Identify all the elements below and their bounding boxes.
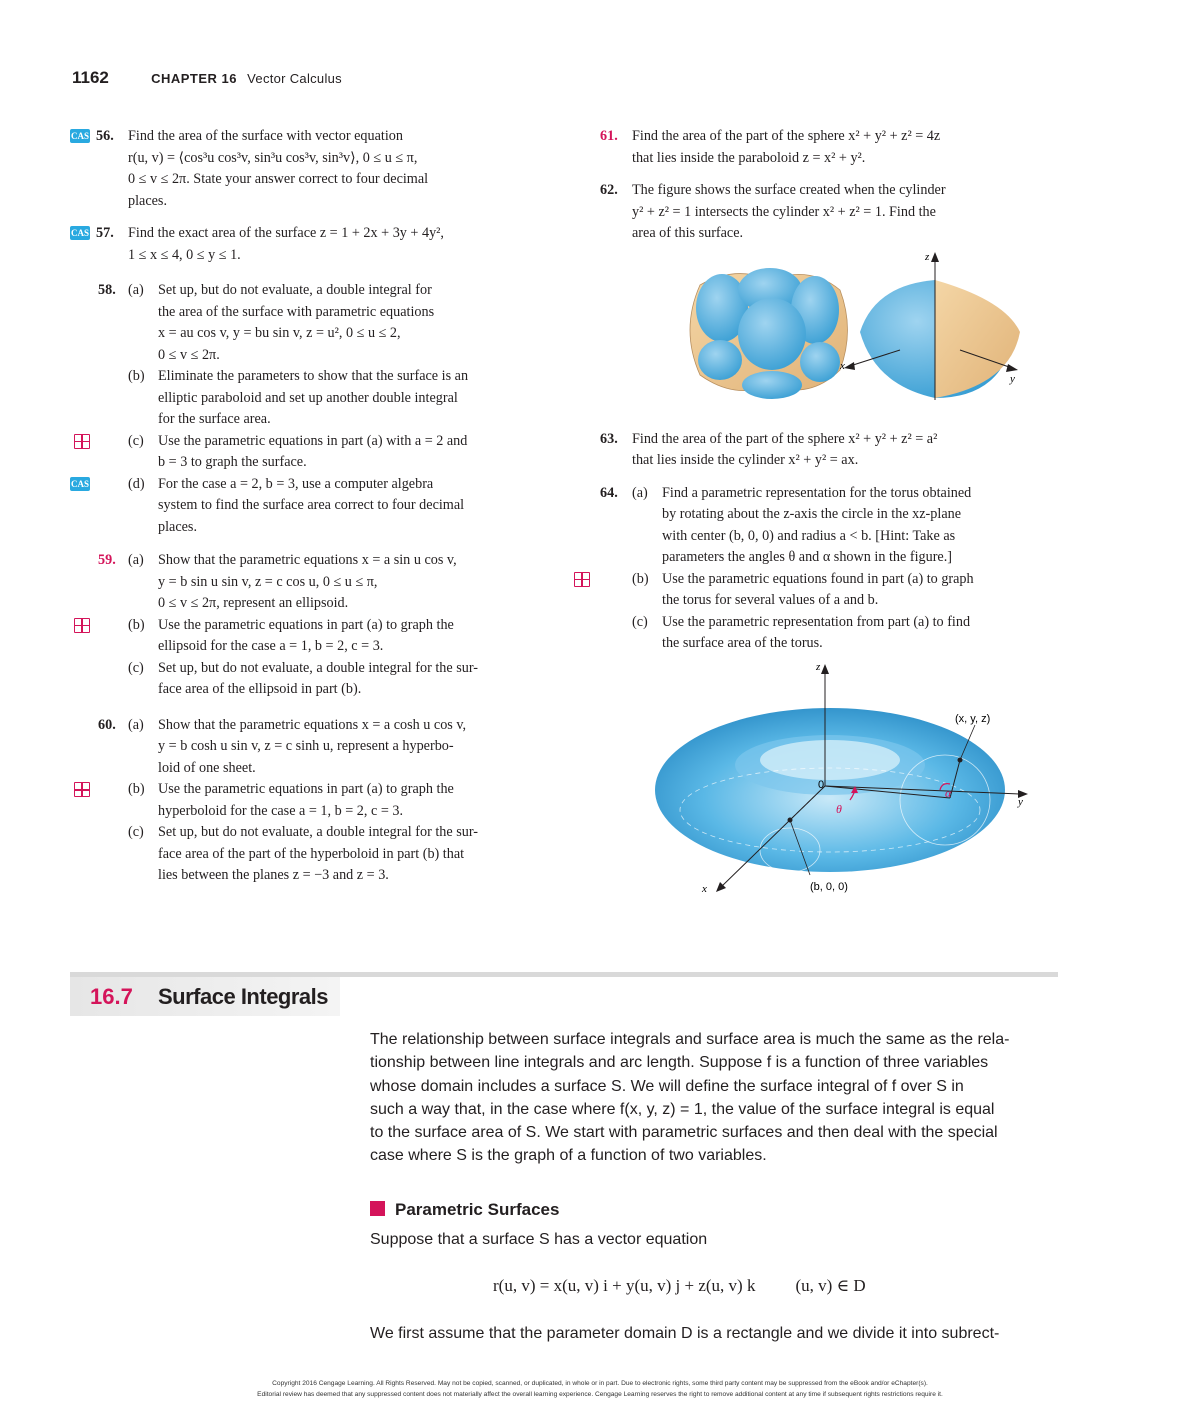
exercise-61 — [580, 126, 1060, 169]
exercise-line: the torus for several values of a and b. — [662, 592, 879, 608]
exercise-number: 64. — [600, 484, 618, 501]
exercise-line: y = b sin u sin v, z = c cos u, 0 ≤ u ≤ π, — [158, 573, 378, 590]
exercise-part — [580, 569, 1060, 612]
exercise-line: places. — [158, 518, 197, 535]
axis-label-z: z — [925, 251, 930, 263]
body-line: case where S is the graph of a function of two variables. — [370, 1147, 767, 1165]
axis-label-x: x — [840, 360, 845, 372]
exercise-line: Show that the parametric equations x = a cosh u cos v, — [158, 716, 467, 733]
exercise-line: places. — [128, 192, 167, 209]
cas-icon: CAS — [70, 478, 89, 489]
exercise-line: Find a parametric representation for the torus obtained — [662, 484, 972, 501]
exercise-line: Use the parametric equations in part (a) to graph the — [158, 781, 454, 797]
axis-label-x: x — [702, 883, 707, 895]
exercise-part — [70, 615, 560, 658]
exercise-line: loid of one sheet. — [158, 759, 256, 776]
exercise-number: 63. — [600, 430, 618, 447]
exercise-line: Use the parametric equations in part (a) with a = 2 and — [158, 432, 468, 449]
vector-equation — [493, 1276, 866, 1296]
point-label: (x, y, z) — [955, 713, 991, 725]
exercise-line: Use the parametric representation from part (a) to find — [662, 613, 971, 630]
exercise-line: 0 ≤ v ≤ 2π. — [158, 346, 220, 363]
subheading-marker-icon — [370, 1201, 385, 1216]
axis-label-y: y — [1018, 796, 1023, 808]
exercise-line: the surface area of the torus. — [662, 635, 823, 651]
exercise-line: that lies inside the paraboloid z = x² + y². — [632, 149, 866, 166]
page-number: 1162 — [72, 68, 109, 87]
exercise-56 — [70, 126, 560, 212]
graphing-calculator-icon — [574, 572, 590, 587]
exercise-line: for the surface area. — [158, 411, 271, 427]
exercise-line: Show that the parametric equations x = a sin u cos v, — [158, 552, 457, 568]
exercise-number: 58. — [98, 282, 116, 298]
exercise-line: Set up, but do not evaluate, a double integral for the sur- — [158, 659, 479, 676]
cross-cylinder-surface-axis-view — [844, 252, 1020, 400]
part-label: (b) — [128, 616, 145, 633]
exercise-59 — [70, 550, 560, 701]
left-column — [70, 126, 560, 898]
exercise-number: 57. — [96, 225, 114, 241]
subheading — [370, 1200, 559, 1220]
exercise-line: area of this surface. — [632, 225, 744, 241]
exercise-part — [70, 550, 560, 615]
part-label: (c) — [128, 659, 144, 676]
section-title: Surface Integrals — [158, 984, 329, 1009]
exercise-line: face area of the part of the hyperboloid in part (b) that — [158, 845, 465, 862]
part-label: (c) — [128, 432, 144, 449]
exercise-line: For the case a = 2, b = 3, use a computer algebra — [158, 475, 434, 492]
body-line: to the surface area of S. We start with parametric surfaces and then deal with the special — [370, 1124, 998, 1142]
exercise-line: Find the area of the surface with vector equation — [128, 128, 403, 144]
page-header — [72, 68, 342, 88]
figure-64-torus — [650, 660, 1050, 900]
exercise-line: ellipsoid for the case a = 1, b = 2, c = 3. — [158, 638, 384, 654]
first-assume-line: We first assume that the parameter domain D is a rectangle and we divide it into subrect- — [370, 1325, 1000, 1342]
exercise-line: Find the area of the part of the sphere x² + y² + z² = 4z — [632, 128, 941, 144]
exercise-line: by rotating about the z-axis the circle in the xz-plane — [662, 506, 962, 522]
part-label: (a) — [128, 282, 144, 298]
part-label: (c) — [128, 824, 144, 840]
part-label: (d) — [128, 475, 145, 492]
exercise-line: face area of the ellipsoid in part (b). — [158, 681, 362, 697]
body-line: whose domain includes a surface S. We will define the surface integral of f over S in — [370, 1077, 964, 1095]
exercise-part — [70, 366, 560, 431]
center-label: (b, 0, 0) — [810, 881, 848, 893]
suppose-line: Suppose that a surface S has a vector equation — [370, 1231, 708, 1248]
exercise-line: Find the exact area of the surface z = 1 + 2x + 3y + 4y², — [128, 225, 444, 241]
equation-body: r(u, v) = x(u, v) i + y(u, v) j + z(u, v) k — [493, 1276, 756, 1295]
exercise-line: with center (b, 0, 0) and radius a < b. [Hint: Take as — [662, 527, 956, 544]
exercise-line: Set up, but do not evaluate, a double integral for — [158, 282, 432, 298]
part-label: (a) — [632, 484, 648, 501]
part-label: (a) — [128, 552, 144, 568]
axis-label-y: y — [1010, 373, 1015, 385]
exercise-line: Find the area of the part of the sphere x² + y² + z² = a² — [632, 430, 938, 447]
exercise-part — [70, 658, 560, 701]
exercise-part — [70, 822, 560, 887]
copyright-line: Copyright 2016 Cengage Learning. All Rights Reserved. May not be copied, scanned, or duplicated, in whole or in part. Due to electronic rights, some third party content may be suppressed from the eBook and/or eChapter(s). — [272, 1380, 928, 1387]
exercise-line: parameters the angles θ and α shown in the figure.] — [662, 549, 953, 565]
exercise-line: Eliminate the parameters to show that the surface is an — [158, 368, 469, 384]
exercise-line: x = au cos v, y = bu sin v, z = u², 0 ≤ u ≤ 2, — [158, 325, 401, 341]
exercise-62 — [580, 180, 1060, 245]
chapter-label: CHAPTER 16 — [151, 71, 237, 86]
exercise-64 — [580, 483, 1060, 655]
cross-cylinder-surface-front-view — [690, 268, 848, 399]
equation-domain: (u, v) ∈ D — [795, 1276, 866, 1295]
exercise-part — [70, 779, 560, 822]
exercise-number: 56. — [96, 128, 114, 144]
origin-label: 0 — [818, 779, 825, 791]
exercise-number: 60. — [98, 716, 116, 733]
exercise-line: b = 3 to graph the surface. — [158, 454, 307, 470]
exercise-line: the area of the surface with parametric equations — [158, 303, 435, 320]
cas-icon: CAS — [70, 131, 89, 141]
part-label: (a) — [128, 716, 144, 733]
exercise-part — [580, 483, 1060, 569]
section-number: 16.7 — [90, 984, 133, 1009]
subheading-text: Parametric Surfaces — [395, 1200, 560, 1219]
alpha-label: α — [945, 786, 952, 800]
body-line: such a way that, in the case where f(x, y, z) = 1, the value of the surface integral is equal — [370, 1100, 995, 1118]
exercise-line: Use the parametric equations in part (a) to graph the — [158, 616, 454, 633]
exercise-line: that lies inside the cylinder x² + y² = ax. — [632, 452, 859, 468]
exercise-60 — [70, 715, 560, 887]
exercise-line: system to find the surface area correct to four decimal — [158, 497, 465, 513]
exercise-57 — [70, 223, 560, 266]
axis-label-z: z — [816, 661, 821, 673]
graphing-calculator-icon — [74, 618, 90, 633]
exercise-58 — [70, 280, 560, 538]
exercise-63 — [580, 429, 1060, 472]
theta-label: θ — [836, 802, 842, 816]
exercise-part — [70, 431, 560, 474]
exercise-line: elliptic paraboloid and set up another double integral — [158, 389, 458, 406]
exercise-part — [70, 715, 560, 780]
exercise-number: 59. — [98, 552, 116, 568]
section-heading — [70, 972, 1058, 1016]
body-line: The relationship between surface integrals and surface area is much the same as the rela- — [370, 1031, 1010, 1048]
exercise-line: 0 ≤ v ≤ 2π. State your answer correct to four decimal — [128, 171, 429, 187]
part-label: (b) — [128, 781, 145, 797]
exercise-line: 1 ≤ x ≤ 4, 0 ≤ y ≤ 1. — [128, 246, 241, 263]
exercise-line: lies between the planes z = −3 and z = 3. — [158, 867, 389, 883]
part-label: (b) — [632, 570, 649, 587]
part-label: (b) — [128, 368, 145, 384]
exercise-line: y = b cosh u sin v, z = c sinh u, represent a hyperbo- — [158, 738, 454, 754]
exercise-line: Set up, but do not evaluate, a double integral for the sur- — [158, 824, 479, 840]
exercise-line: r(u, v) = ⟨cos³u cos³v, sin³u cos³v, sin³v⟩, 0 ≤ u ≤ π, — [128, 149, 418, 166]
exercise-part — [70, 280, 560, 366]
section-intro — [370, 1028, 1060, 1168]
exercise-line: Use the parametric equations found in part (a) to graph — [662, 570, 974, 587]
exercise-line: hyperboloid for the case a = 1, b = 2, c = 3. — [158, 802, 404, 819]
part-label: (c) — [632, 613, 648, 630]
exercise-line: 0 ≤ v ≤ 2π, represent an ellipsoid. — [158, 595, 349, 611]
cas-icon: CAS — [70, 228, 89, 238]
graphing-calculator-icon — [74, 434, 90, 449]
exercise-number: 62. — [600, 182, 618, 198]
graphing-calculator-icon — [74, 782, 90, 797]
exercise-number: 61. — [600, 128, 618, 144]
chapter-title: Vector Calculus — [247, 71, 342, 86]
body-line: tionship between line integrals and arc length. Suppose f is a function of three variables — [370, 1054, 989, 1072]
figure-62-intersecting-cylinders — [660, 250, 1050, 405]
exercise-part — [70, 474, 560, 539]
exercise-line: The figure shows the surface created when the cylinder — [632, 182, 946, 198]
exercise-part — [580, 612, 1060, 655]
copyright-line: Editorial review has deemed that any suppressed content does not materially affect the overall learning experience. Cengage Learning reserves the right to remove additional content at any time if subsequent rights restrictions require it. — [257, 1391, 943, 1398]
exercise-line: y² + z² = 1 intersects the cylinder x² + z² = 1. Find the — [632, 203, 936, 220]
